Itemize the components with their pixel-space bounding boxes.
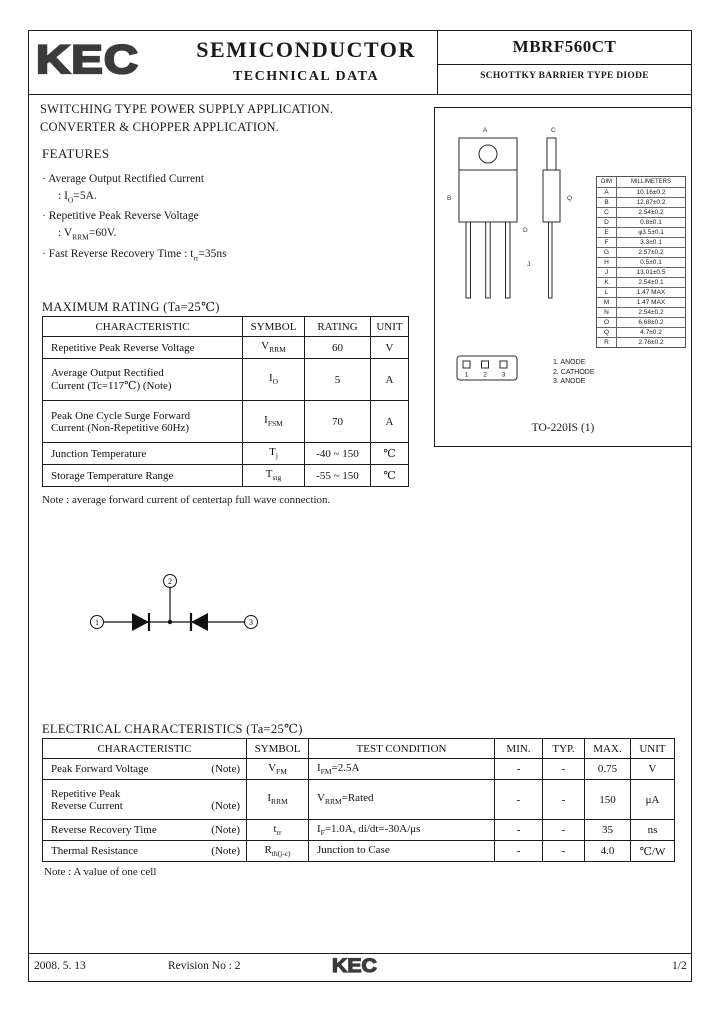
cell-typ: -	[543, 820, 585, 841]
diode-schematic	[88, 570, 263, 642]
cell-characteristic: Storage Temperature Range	[43, 465, 243, 487]
dimension-table	[596, 176, 686, 348]
cell-characteristic: Junction Temperature	[43, 443, 243, 465]
dimension-row: L 1.47 MAX	[597, 287, 685, 297]
svg-text:1: 1	[95, 617, 99, 627]
cell-symbol: $t_{rr}$	[247, 820, 309, 841]
cell-unit: ℃	[371, 465, 409, 487]
front-view	[459, 138, 517, 298]
table-row	[43, 841, 675, 862]
cell-min: -	[495, 841, 543, 862]
cell-unit: V	[371, 337, 409, 359]
table-header-row	[43, 317, 409, 337]
doc-title: SEMICONDUCTOR	[196, 37, 416, 62]
svg-text:C: C	[551, 127, 556, 134]
cell-symbol: $T_j$	[243, 443, 305, 465]
col-max: MAX.	[585, 739, 631, 759]
package-outline-box	[434, 107, 692, 447]
cell-rating: 5	[305, 359, 371, 401]
features-section	[42, 146, 227, 266]
dimension-row: O 6.68±0.2	[597, 317, 685, 327]
col-characteristic: CHARACTERISTIC	[43, 739, 247, 759]
svg-text:2: 2	[168, 576, 172, 586]
dimension-row: M 1.47 MAX	[597, 297, 685, 307]
table-row	[43, 780, 675, 820]
svg-text:1: 1	[464, 371, 469, 379]
svg-text:3: 3	[249, 617, 253, 627]
part-description: SCHOTTKY BARRIER TYPE DIODE	[480, 71, 649, 81]
cell-typ: -	[543, 780, 585, 820]
pin-terminals	[91, 575, 258, 629]
feature-value: : $I_O=5A$.	[58, 189, 97, 204]
cell-characteristic: Reverse Recovery Time (Note)	[43, 820, 247, 841]
features-title: FEATURES	[42, 146, 110, 161]
cell-characteristic: Repetitive Peak Reverse Voltage	[43, 337, 243, 359]
svg-text:Q: Q	[567, 195, 573, 202]
svg-text:3: 3	[501, 371, 506, 379]
col-unit: UNIT	[631, 739, 675, 759]
header-center	[178, 37, 434, 85]
maximum-rating-note: Note : average forward current of centertap full wave connection.	[42, 494, 331, 506]
dimension-row: Q 4.7±0.2	[597, 327, 685, 337]
doc-subtitle: TECHNICAL DATA	[232, 69, 380, 84]
cell-max: 150	[585, 780, 631, 820]
cell-rating: 70	[305, 401, 371, 443]
cell-symbol: $V_{FM}$	[247, 759, 309, 780]
col-characteristic: CHARACTERISTIC	[43, 317, 243, 337]
dimension-row: J 13.01±0.5	[597, 267, 685, 277]
dimension-row: H 0.5±0.1	[597, 257, 685, 267]
maximum-rating-table	[42, 316, 409, 487]
dimension-row: B 12.87±0.2	[597, 197, 685, 207]
dimension-header: DIM MILLIMETERS	[597, 177, 685, 187]
dimension-row: G 2.57±0.2	[597, 247, 685, 257]
diode-left	[132, 613, 149, 631]
pin-name: 3. ANODE	[553, 378, 586, 385]
col-test-condition: TEST CONDITION	[309, 739, 495, 759]
table-header-row	[43, 739, 675, 759]
feature-item: · Repetitive Peak Reverse Voltage	[42, 210, 199, 223]
cell-unit: V	[631, 759, 675, 780]
header-rule	[28, 94, 692, 95]
table-row	[43, 820, 675, 841]
electrical-characteristics-table	[42, 738, 675, 862]
package-name: TO-220IS (1)	[531, 422, 595, 434]
svg-text:D: D	[523, 227, 528, 234]
cell-rating: 60	[305, 337, 371, 359]
cell-characteristic: Repetitive Peak Reverse Current (Note)	[43, 780, 247, 820]
cell-unit: ℃/W	[631, 841, 675, 862]
header-part-block	[438, 31, 691, 81]
side-view	[543, 138, 560, 298]
cell-characteristic: Peak One Cycle Surge Forward Current (Non-Repetitive 60Hz)	[43, 401, 243, 443]
cell-rating: -55 ~ 150	[305, 465, 371, 487]
cell-rating: -40 ~ 150	[305, 443, 371, 465]
dimension-row: C 2.54±0.2	[597, 207, 685, 217]
footer-date: 2008. 5. 13	[34, 960, 86, 972]
cell-unit: μA	[631, 780, 675, 820]
cell-symbol: $R_{th(j-c)}$	[247, 841, 309, 862]
cell-min: -	[495, 820, 543, 841]
feature-value: : $V_{RRM}=60V$.	[58, 226, 117, 242]
footer-page-number: 1/2	[672, 960, 687, 972]
cell-characteristic: Thermal Resistance (Note)	[43, 841, 247, 862]
svg-text:B: B	[447, 195, 452, 202]
dimension-row: A 10.16±0.2	[597, 187, 685, 197]
svg-text:J: J	[527, 261, 531, 268]
pin-name: 2. CATHODE	[553, 368, 595, 376]
svg-text:A: A	[483, 127, 488, 134]
col-min: MIN.	[495, 739, 543, 759]
pin-name-list	[553, 358, 595, 387]
dimension-rows	[597, 187, 685, 347]
cell-max: 0.75	[585, 759, 631, 780]
col-unit: UNIT	[371, 317, 409, 337]
maximum-rating-title: MAXIMUM RATING (Ta=25℃)	[42, 300, 220, 314]
cell-characteristic: Average Output Rectified Current (Tc=117℃) (Note)	[43, 359, 243, 401]
svg-text:2: 2	[483, 371, 487, 379]
kec-logo: KEC	[36, 38, 140, 82]
table-row	[43, 359, 409, 401]
cell-test-condition: $I_F=1.0A$, di/dt=-30A/μs	[309, 820, 495, 841]
application-line: CONVERTER & CHOPPER APPLICATION.	[40, 120, 280, 134]
feature-item: · Fast Reverse Recovery Time : $t_{rr}=35ns$	[42, 247, 227, 262]
table-row	[43, 443, 409, 465]
part-number: MBRF560CT	[438, 31, 691, 65]
dimension-row: R 2.76±0.2	[597, 337, 685, 347]
cell-symbol: $I_O$	[243, 359, 305, 401]
cell-test-condition: $I_{FM}=2.5A$	[309, 759, 495, 780]
table-row	[43, 759, 675, 780]
diode-right	[191, 613, 208, 631]
footer-revision: Revision No : 2	[168, 960, 241, 972]
table-row	[43, 401, 409, 443]
cell-characteristic: Peak Forward Voltage (Note)	[43, 759, 247, 780]
cell-symbol: $V_{RRM}$	[243, 337, 305, 359]
col-symbol: SYMBOL	[247, 739, 309, 759]
cell-typ: -	[543, 759, 585, 780]
application-section	[40, 100, 333, 136]
col-typ: TYP.	[543, 739, 585, 759]
electrical-characteristics-note: Note : A value of one cell	[44, 866, 157, 878]
pin-name: 1. ANODE	[553, 359, 586, 366]
cell-min: -	[495, 759, 543, 780]
cell-unit: ℃	[371, 443, 409, 465]
col-symbol: SYMBOL	[243, 317, 305, 337]
cell-symbol: $T_{stg}$	[243, 465, 305, 487]
cell-unit: A	[371, 401, 409, 443]
dimension-row: F 3.3±0.1	[597, 237, 685, 247]
footer-rule	[28, 953, 692, 954]
table-row	[43, 465, 409, 487]
cell-test-condition: $V_{RRM}=Rated$	[309, 780, 495, 820]
cell-max: 4.0	[585, 841, 631, 862]
col-rating: RATING	[305, 317, 371, 337]
cell-min: -	[495, 780, 543, 820]
dimension-row: E φ3.5±0.1	[597, 227, 685, 237]
cell-symbol: $I_{FSM}$	[243, 401, 305, 443]
application-line: SWITCHING TYPE POWER SUPPLY APPLICATION.	[40, 102, 334, 116]
feature-item: · Average Output Rectified Current	[42, 173, 205, 185]
cell-unit: A	[371, 359, 409, 401]
cell-test-condition: Junction to Case	[309, 841, 495, 862]
cell-symbol: $I_{RRM}$	[247, 780, 309, 820]
footer-kec-logo: KEC	[332, 956, 377, 977]
dimension-row: K 2.54±0.1	[597, 277, 685, 287]
cell-typ: -	[543, 841, 585, 862]
cell-unit: ns	[631, 820, 675, 841]
dimension-row: N 2.54±0.2	[597, 307, 685, 317]
table-row	[43, 337, 409, 359]
electrical-characteristics-title: ELECTRICAL CHARACTERISTICS (Ta=25℃)	[42, 722, 303, 736]
cell-max: 35	[585, 820, 631, 841]
dimension-row: D 0.8±0.1	[597, 217, 685, 227]
